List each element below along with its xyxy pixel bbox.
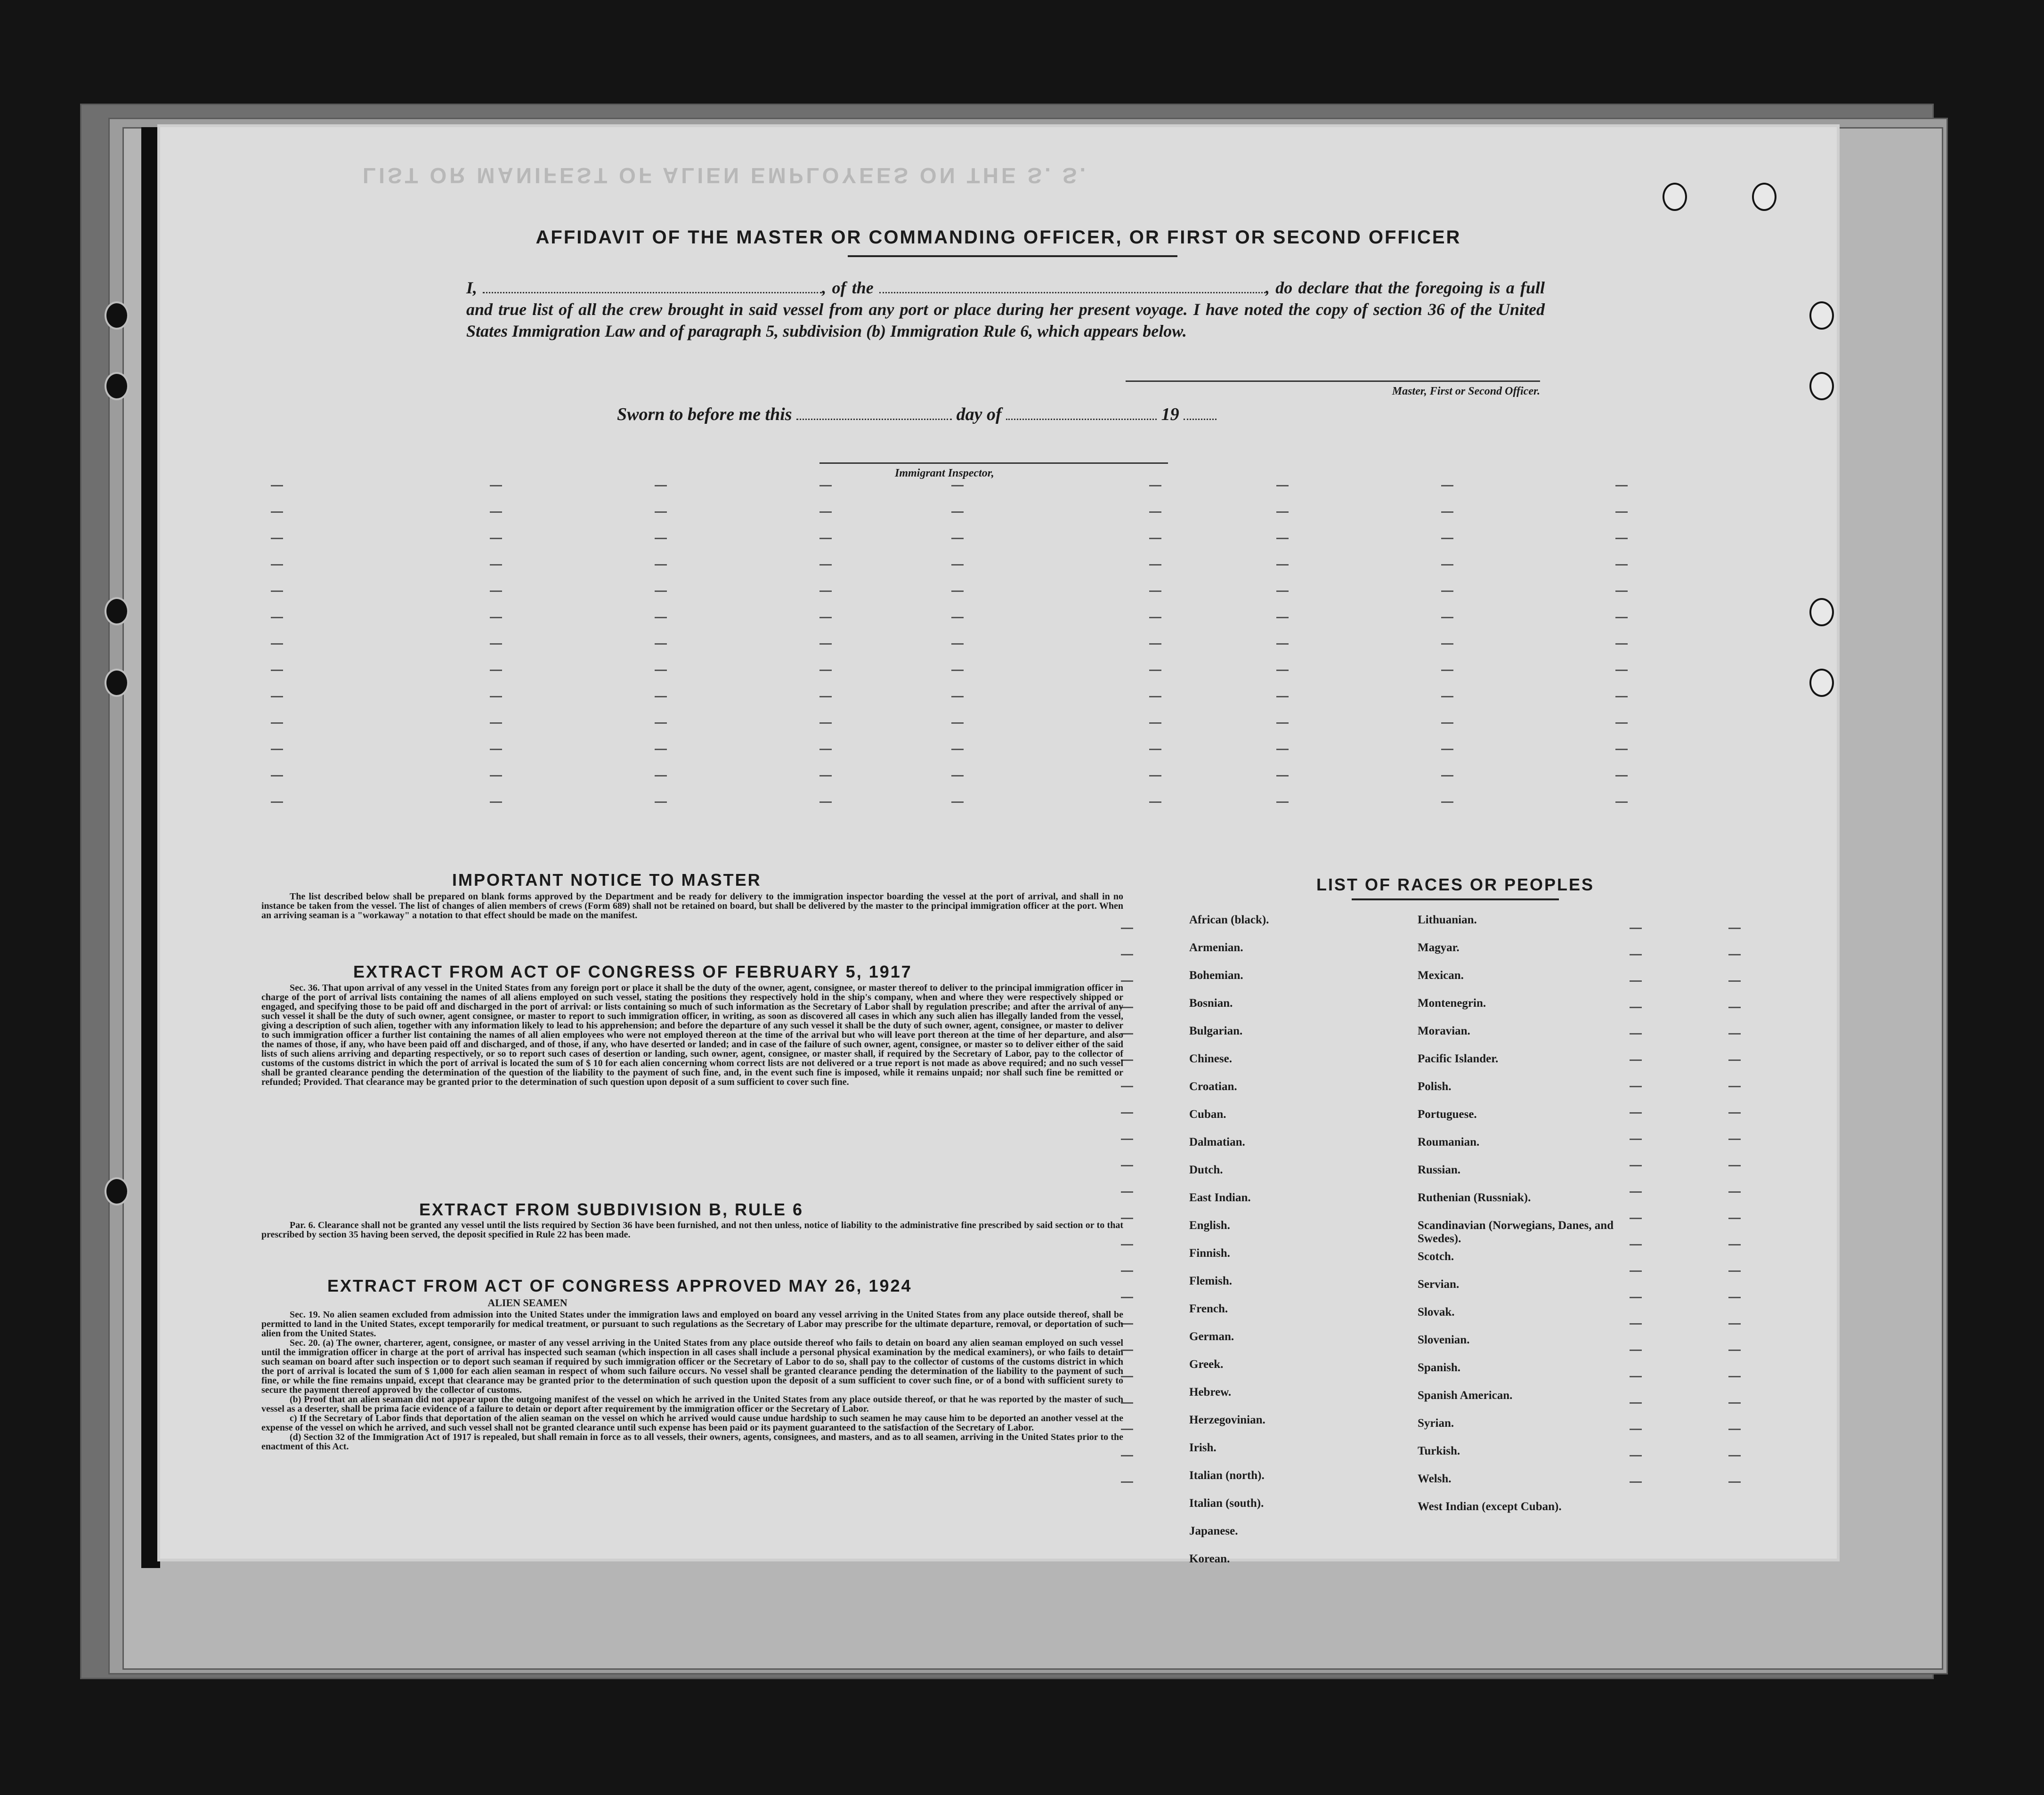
dash-mark	[490, 643, 502, 645]
race-item: French.	[1189, 1302, 1228, 1315]
vessel-name-blank[interactable]	[879, 292, 1265, 293]
dash-mark	[1149, 775, 1161, 776]
dash-mark	[1728, 1244, 1741, 1245]
punch-hole-icon	[105, 372, 129, 400]
dash-mark	[951, 590, 964, 592]
sec-20b-body: (b) Proof that an alien seaman did not appear upon the outgoing manifest of the vessel on which he arrived in the United States from any place outside thereof, or that he was reported by the master of such vessel as a deserter, shall be prima facie evidence of a failure to detain or deport after requirement by the immigration officer or the Secretary of Labor.	[261, 1394, 1123, 1414]
dash-mark	[1728, 980, 1741, 982]
dash-mark	[490, 485, 502, 486]
dash-mark	[1728, 928, 1741, 929]
divider	[1352, 898, 1559, 900]
dash-mark	[1615, 722, 1628, 724]
dash-mark	[1121, 1165, 1133, 1166]
dash-mark	[490, 801, 502, 803]
dash-mark	[951, 485, 964, 486]
race-item: Montenegrin.	[1418, 997, 1486, 1010]
sec-20d-body: (d) Section 32 of the Immigration Act of 1917 is repealed, but shall remain in force as to all vessels, their owners, agents, consignees, and masters, and as to all seamen, arriving in the United States prior to the enactment of this Act.	[261, 1432, 1123, 1452]
dash-mark	[1276, 722, 1289, 724]
dash-mark	[655, 670, 667, 671]
punch-hole-icon	[1809, 598, 1834, 626]
race-item: Chinese.	[1189, 1052, 1232, 1065]
dash-mark	[1728, 1323, 1741, 1325]
dash-mark	[490, 538, 502, 539]
dash-mark	[1149, 722, 1161, 724]
race-item: Mexican.	[1418, 969, 1464, 982]
sworn-year-blank[interactable]	[1184, 404, 1217, 420]
dash-mark	[1149, 485, 1161, 486]
dash-mark	[271, 801, 283, 803]
dash-mark	[655, 590, 667, 592]
dash-mark	[1441, 643, 1453, 645]
dash-mark	[1149, 511, 1161, 513]
dash-mark	[1630, 1086, 1642, 1087]
race-item: Flemish.	[1189, 1275, 1232, 1287]
dash-mark	[1276, 775, 1289, 776]
dash-mark	[1149, 590, 1161, 592]
dash-mark	[271, 749, 283, 750]
extract-rule6-title: EXTRACT FROM SUBDIVISION B, RULE 6	[419, 1200, 804, 1219]
dash-mark	[1149, 643, 1161, 645]
dash-mark	[490, 696, 502, 697]
extract-1917-title: EXTRACT FROM ACT OF CONGRESS OF FEBRUARY 5, 1917	[353, 962, 912, 981]
dash-mark	[271, 538, 283, 539]
dash-mark	[1630, 954, 1642, 955]
dash-mark	[1615, 749, 1628, 750]
dash-mark	[819, 670, 832, 671]
race-item: Portuguese.	[1418, 1108, 1477, 1121]
extract-1917-body: Sec. 36. That upon arrival of any vessel in the United States from any foreign port or place it shall be the duty of the owner, agent, consignee, or master thereof to deliver to the principal immigration officer in charge of the port of arrival lists containing the names of all aliens employed on such vessel, stating the positions they respectively hold in the ship's company, when and where they were respectively shipped or engaged, and specifying those to be paid off and discharged in the port of arrival: or lists containing so much of such information as the Secretary of Labor shall by regulation prescribe; and after the arrival of any such vessel it shall be the duty of such owner, agent consignee, or master to report to such immigration officer, in writing, as soon as discovered all cases in which any such alien has illegally landed from the vessel, giving a description of such alien, together with any information likely to lead to his apprehension; and before the departure of any such vessel it shall be the duty of such owner, agent, consignee, or master to deliver to such immigration officer a further list containing the names of all alien employees who were not employed thereon at the time of the arrival but who will leave port thereon at the time of her departure, and also the names of those, if any, who have been paid off and discharged, and of those, if any, who have deserted or landed; and in case of the failure of such owner, agent, consignee, or master so to deliver either of the said lists of such aliens arriving and departing respectively, or so to report such cases of desertion or landing, such owner, agent, consignee, or master shall, if required by the Secretary of Labor, pay to the collector of customs of the customs district in which the port of arrival is located the sum of $ 10 for each alien concerning whom correct lists are not delivered or a true report is not made as above required; and no such vessel shall be granted clearance pending the determination of the question of the liability to the payment of such fine, and, in the event such fine is imposed, while it remains unpaid; nor shall such fine be remitted or refunded; Provided. That clearance may be granted prior to the determination of such question upon deposit of a sum sufficient to cover such fine.	[261, 983, 1123, 1087]
dash-mark	[1441, 775, 1453, 776]
master-signature-label: Master, First or Second Officer.	[1392, 385, 1540, 397]
dash-mark	[655, 564, 667, 566]
dash-mark	[271, 696, 283, 697]
manifest-page	[160, 127, 1837, 1565]
dash-mark	[819, 511, 832, 513]
dash-mark	[1728, 1402, 1741, 1404]
race-item: Servian.	[1418, 1278, 1460, 1291]
dash-mark	[1615, 564, 1628, 566]
dash-mark	[1615, 775, 1628, 776]
dash-mark	[1276, 801, 1289, 803]
dash-mark	[1441, 801, 1453, 803]
sworn-line	[617, 404, 1217, 425]
decl-i: I,	[466, 278, 478, 297]
dash-mark	[655, 801, 667, 803]
dash-mark	[1728, 1270, 1741, 1272]
inspector-signature-line[interactable]	[819, 462, 1168, 464]
sec-20b	[261, 1395, 1123, 1414]
dash-mark	[1121, 1112, 1133, 1114]
race-item: Polish.	[1418, 1080, 1452, 1093]
dash-mark	[1149, 801, 1161, 803]
dash-mark	[1276, 590, 1289, 592]
dash-mark	[271, 643, 283, 645]
race-item: Italian (south).	[1189, 1497, 1264, 1510]
dash-mark	[1615, 617, 1628, 618]
dash-mark	[951, 775, 964, 776]
dash-mark	[1630, 1139, 1642, 1140]
race-item: English.	[1189, 1219, 1230, 1232]
dash-mark	[819, 696, 832, 697]
decl-of-the: , of the	[822, 278, 874, 297]
dash-mark	[1630, 1481, 1642, 1483]
dash-mark	[271, 775, 283, 776]
dash-mark	[1441, 564, 1453, 566]
dash-mark	[819, 564, 832, 566]
officer-name-blank[interactable]	[483, 292, 822, 293]
sec-20a	[261, 1338, 1123, 1395]
dash-mark	[1441, 590, 1453, 592]
dash-mark	[1630, 1455, 1642, 1456]
races-column-1	[1189, 914, 1387, 1580]
punch-hole-icon	[1809, 301, 1834, 330]
extract-rule6-body: Par. 6. Clearance shall not be granted any vessel until the lists required by Section 36 have been furnished, and not then unless, notice of liability to the administrative fine prescribed by said section or to that prescribed by section 35 having been served, the deposit specified in Rule 22 has been made.	[261, 1220, 1123, 1240]
dash-mark	[490, 511, 502, 513]
dash-mark	[819, 485, 832, 486]
dash-mark	[1728, 1481, 1741, 1483]
dash-mark	[271, 590, 283, 592]
dash-mark	[1728, 1429, 1741, 1430]
punch-hole-icon	[105, 1177, 129, 1205]
dash-mark	[655, 722, 667, 724]
extract-1924-title: EXTRACT FROM ACT OF CONGRESS APPROVED MAY 26, 1924	[327, 1276, 912, 1295]
dash-mark	[1728, 1059, 1741, 1061]
dash-mark	[655, 538, 667, 539]
race-item: Herzegovinian.	[1189, 1414, 1265, 1426]
race-item: Syrian.	[1418, 1417, 1454, 1430]
races-column-2	[1418, 914, 1625, 1528]
dash-mark	[1441, 538, 1453, 539]
dash-mark	[1121, 1191, 1133, 1193]
sec-20a-body: Sec. 20. (a) The owner, charterer, agent, consignee, or master of any vessel arriving in the United States from any place outside thereof who fails to detain on board any alien seaman employed on such vessel until the immigration officer in charge at the port of arrival has inspected such seaman (which inspection in all cases shall include a personal physical examination by the medical examiners), or who fails to detain such seaman on board after such inspection or to deport such seaman if required by such immigration officer or the Secretary of Labor to do so, shall pay to the collector of customs of the customs district in which the port of arrival is located the sum of $ 1,000 for each alien seaman in respect of whom such failure occurs. No vessel shall be granted clearance pending the determination of the liability to the payment of such fine, or while the fine remains unpaid, except that clearance may be granted prior to the determination of such question upon the deposit of a sum sufficient to cover such fine, or of a bond with sufficient surety to secure the payment thereof approved by the collector of customs.	[261, 1338, 1123, 1395]
alien-seamen-subtitle: ALIEN SEAMEN	[487, 1297, 568, 1309]
sworn-text: Sworn to before me this	[617, 404, 792, 424]
dash-mark	[655, 775, 667, 776]
dash-mark	[1121, 928, 1133, 929]
dash-mark	[490, 617, 502, 618]
dash-mark	[1276, 670, 1289, 671]
dash-mark	[1276, 538, 1289, 539]
dash-mark	[1149, 749, 1161, 750]
punch-hole-icon	[1663, 183, 1687, 211]
dash-mark	[1121, 954, 1133, 955]
sec-20c-body: c) If the Secretary of Labor finds that deportation of the alien seaman on the vessel on which he arrived would cause undue hardship to such seamen he may cause him to be deported an another vessel at the expense of the vessel on which he arrived, and such vessel shall not be granted clearance until such expense has been paid or its payment guaranteed to the satisfaction of the Secretary of Labor.	[261, 1413, 1123, 1433]
master-signature-line[interactable]	[1126, 380, 1540, 382]
dash-mark	[1276, 564, 1289, 566]
race-item: Russian.	[1418, 1164, 1461, 1176]
dash-mark	[819, 801, 832, 803]
race-item: Spanish American.	[1418, 1389, 1513, 1402]
dash-mark	[1630, 1297, 1642, 1298]
dash-mark	[1149, 564, 1161, 566]
race-item: Korean.	[1189, 1552, 1230, 1565]
race-item: Slovenian.	[1418, 1334, 1470, 1346]
dash-mark	[1149, 617, 1161, 618]
dash-mark	[951, 564, 964, 566]
dash-mark	[819, 749, 832, 750]
sworn-year: 19	[1161, 404, 1179, 424]
race-item: Scandinavian (Norwegians, Danes, and Swedes).	[1418, 1219, 1614, 1245]
dash-mark	[1615, 801, 1628, 803]
dash-mark	[819, 538, 832, 539]
decl-do-declare: , do declare	[1265, 278, 1349, 297]
race-item: Cuban.	[1189, 1108, 1226, 1121]
dash-mark	[490, 590, 502, 592]
notice-body: The list described below shall be prepared on blank forms approved by the Department and be ready for delivery to the immigration inspector boarding the vessel at the port of arrival, and shall in no instance be taken from the vessel. The list of changes of alien members of crews (Form 689) shall not be retained on board, but shall be delivered by the master to the principal immigration officer at the port. When an arriving seaman is a "workaway" a notation to that effect should be made on the manifest.	[261, 891, 1123, 921]
race-item: Bosnian.	[1189, 997, 1233, 1010]
race-item: Turkish.	[1418, 1445, 1460, 1457]
dash-mark	[655, 749, 667, 750]
dash-mark	[271, 670, 283, 671]
dash-mark	[271, 485, 283, 486]
dash-mark	[951, 749, 964, 750]
dash-mark	[1121, 1455, 1133, 1456]
race-item: Moravian.	[1418, 1025, 1470, 1037]
sec-20d	[261, 1432, 1123, 1451]
dash-mark	[1630, 1429, 1642, 1430]
dash-mark	[1630, 1244, 1642, 1245]
race-item: Magyar.	[1418, 941, 1460, 954]
race-item: Lithuanian.	[1418, 914, 1477, 926]
dash-mark	[1728, 1297, 1741, 1298]
dash-mark	[1615, 643, 1628, 645]
dash-mark	[1615, 485, 1628, 486]
dash-mark	[655, 696, 667, 697]
dash-mark	[1441, 722, 1453, 724]
divider	[848, 255, 1177, 257]
race-item: Pacific Islander.	[1418, 1052, 1499, 1065]
dash-mark	[490, 722, 502, 724]
race-item: Dalmatian.	[1189, 1136, 1245, 1148]
dash-mark	[1728, 1350, 1741, 1351]
dash-mark	[1630, 1165, 1642, 1166]
dash-mark	[655, 485, 667, 486]
dash-mark	[951, 801, 964, 803]
dash-mark	[1615, 590, 1628, 592]
dash-mark	[951, 643, 964, 645]
dash-mark	[951, 722, 964, 724]
dash-mark	[1441, 749, 1453, 750]
dash-mark	[1441, 617, 1453, 618]
dash-mark	[1441, 511, 1453, 513]
dash-mark	[951, 538, 964, 539]
extract-1917-text	[261, 983, 1123, 1087]
dash-mark	[1630, 1218, 1642, 1219]
punch-hole-icon	[1752, 183, 1776, 211]
race-item: Welsh.	[1418, 1472, 1452, 1485]
dash-mark	[1728, 954, 1741, 955]
dash-mark	[1441, 485, 1453, 486]
dash-mark	[1276, 485, 1289, 486]
races-title: LIST OF RACES OR PEOPLES	[1316, 875, 1595, 894]
dash-mark	[1121, 1244, 1133, 1245]
dash-mark	[1630, 1033, 1642, 1035]
dash-mark	[1630, 1191, 1642, 1193]
binding-edge	[141, 127, 160, 1568]
dash-mark	[1276, 696, 1289, 697]
punch-hole-icon	[105, 597, 129, 625]
sworn-month-blank[interactable]	[1006, 404, 1157, 420]
dash-mark	[490, 670, 502, 671]
dash-mark	[1121, 1270, 1133, 1272]
dash-mark	[1630, 1402, 1642, 1404]
punch-hole-icon	[1809, 669, 1834, 697]
race-item: Bulgarian.	[1189, 1025, 1243, 1037]
dash-mark	[1630, 1112, 1642, 1114]
race-item: Scotch.	[1418, 1250, 1454, 1263]
dash-mark	[490, 775, 502, 776]
dash-mark	[1630, 980, 1642, 982]
dash-mark	[1149, 670, 1161, 671]
race-item: Greek.	[1189, 1358, 1224, 1371]
dash-mark	[271, 722, 283, 724]
extract-rule6-text	[261, 1221, 1123, 1239]
affidavit-declaration	[466, 277, 1545, 342]
race-item: German.	[1189, 1330, 1234, 1343]
sworn-day-of: day of	[956, 404, 1002, 424]
sworn-day-blank[interactable]	[796, 404, 952, 420]
dash-mark	[271, 511, 283, 513]
upside-down-header: LIST OR MANIFEST OF ALIEN EMPLOYEES ON THE S. S.	[363, 163, 1089, 188]
punch-hole-icon	[105, 301, 129, 330]
race-item: Spanish.	[1418, 1361, 1461, 1374]
dash-mark	[1615, 511, 1628, 513]
dash-mark	[1728, 1086, 1741, 1087]
race-item: Croatian.	[1189, 1080, 1237, 1093]
dash-mark	[1728, 1112, 1741, 1114]
extract-1924-text	[261, 1310, 1123, 1451]
dash-mark	[1149, 696, 1161, 697]
dash-mark	[1728, 1165, 1741, 1166]
punch-hole-icon	[1809, 372, 1834, 400]
dash-mark	[951, 617, 964, 618]
dash-mark	[1615, 538, 1628, 539]
dash-mark	[1121, 1139, 1133, 1140]
dash-mark	[1630, 1323, 1642, 1325]
race-item: Dutch.	[1189, 1164, 1223, 1176]
race-item: West Indian (except Cuban).	[1418, 1500, 1562, 1513]
dash-mark	[1276, 643, 1289, 645]
dash-mark	[1121, 1481, 1133, 1483]
dash-mark	[1615, 670, 1628, 671]
dash-mark	[819, 617, 832, 618]
dash-mark	[1615, 696, 1628, 697]
race-item: Bohemian.	[1189, 969, 1243, 982]
dash-mark	[655, 511, 667, 513]
notice-title: IMPORTANT NOTICE TO MASTER	[452, 870, 762, 889]
dash-mark	[951, 511, 964, 513]
dash-mark	[819, 775, 832, 776]
race-item: Slovak.	[1418, 1306, 1455, 1318]
sec-20c	[261, 1414, 1123, 1432]
dash-mark	[1149, 538, 1161, 539]
dash-mark	[1441, 670, 1453, 671]
dash-mark	[1630, 928, 1642, 929]
dash-mark	[271, 617, 283, 618]
notice-text	[261, 892, 1123, 920]
race-item: Ruthenian (Russniak).	[1418, 1191, 1531, 1204]
dash-mark	[1441, 696, 1453, 697]
dash-mark	[1630, 1270, 1642, 1272]
dash-mark	[490, 564, 502, 566]
dash-mark	[1121, 980, 1133, 982]
affidavit-title: AFFIDAVIT OF THE MASTER OR COMMANDING OFFICER, OR FIRST OR SECOND OFFICER	[535, 227, 1461, 248]
inspector-label: Immigrant Inspector,	[895, 467, 994, 479]
decl-body: that the foregoing is a full and true list of all the crew brought in said vessel from any port or place during her present voyage. I have noted the copy of section 36 of the United States Immigration Law and of paragraph 5, subdivision (b) Immigration Rule 6, which appears below.	[466, 278, 1545, 340]
race-item: African (black).	[1189, 914, 1269, 926]
dash-mark	[655, 643, 667, 645]
dash-mark	[1630, 1350, 1642, 1351]
dash-mark	[951, 696, 964, 697]
dash-mark	[1630, 1376, 1642, 1377]
race-item: Finnish.	[1189, 1247, 1230, 1260]
dash-mark	[1276, 749, 1289, 750]
dash-mark	[1630, 1007, 1642, 1008]
race-item: Japanese.	[1189, 1525, 1238, 1537]
dash-mark	[819, 722, 832, 724]
race-item: East Indian.	[1189, 1191, 1251, 1204]
dash-mark	[951, 670, 964, 671]
sec-19	[261, 1310, 1123, 1338]
sec-19-body: Sec. 19. No alien seamen excluded from admission into the United States under the immigration laws and employed on board any vessel arriving in the United States from any place outside thereof, shall be permitted to land in the United States, except temporarily for medical treatment, or pursuant to such regulations as the Secretary of Labor may prescribe for the ultimate departure, removal, or deportation of such alien from the United States.	[261, 1310, 1123, 1339]
punch-hole-icon	[105, 669, 129, 697]
race-item: Irish.	[1189, 1441, 1217, 1454]
dash-mark	[271, 564, 283, 566]
dash-mark	[1630, 1059, 1642, 1061]
dash-mark	[1728, 1007, 1741, 1008]
race-item: Hebrew.	[1189, 1386, 1232, 1399]
race-item: Roumanian.	[1418, 1136, 1480, 1148]
dash-mark	[1728, 1218, 1741, 1219]
dash-mark	[490, 749, 502, 750]
dash-mark	[655, 617, 667, 618]
dash-mark	[1121, 1297, 1133, 1298]
dash-mark	[819, 590, 832, 592]
dash-mark	[1728, 1139, 1741, 1140]
dash-mark	[1728, 1191, 1741, 1193]
dash-mark	[819, 643, 832, 645]
race-item: Armenian.	[1189, 941, 1243, 954]
dash-mark	[1728, 1376, 1741, 1377]
dash-mark	[1276, 617, 1289, 618]
dash-mark	[1728, 1033, 1741, 1035]
dash-mark	[1276, 511, 1289, 513]
race-item: Italian (north).	[1189, 1469, 1265, 1482]
dash-mark	[1121, 1218, 1133, 1219]
dash-mark	[1728, 1455, 1741, 1456]
